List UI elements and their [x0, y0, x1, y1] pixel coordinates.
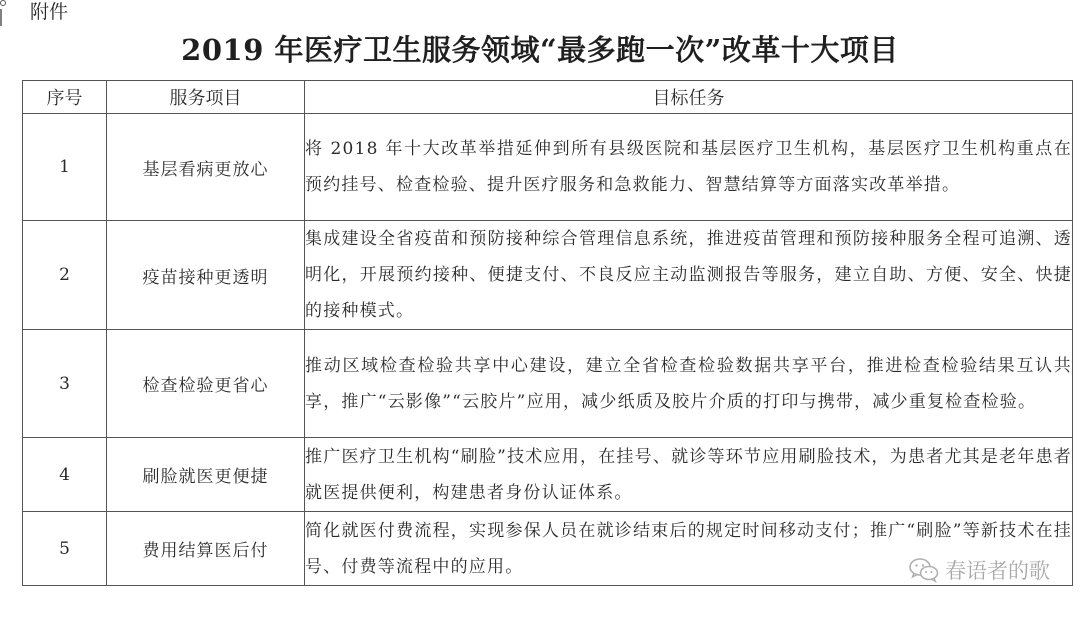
- row-number: 1: [23, 114, 107, 221]
- target-task: 推动区域检查检验共享中心建设，建立全省检查检验数据共享平台，推进检查检验结果互认共享，推广“云影像”“云胶片”应用，减少纸质及胶片介质的打印与携带，减少重复检查检验。: [305, 330, 1073, 438]
- row-number: 2: [23, 221, 107, 330]
- service-item: 疫苗接种更透明: [107, 221, 305, 330]
- service-item: 基层看病更放心: [107, 114, 305, 221]
- target-task: 简化就医付费流程，实现参保人员在就诊结束后的规定时间移动支付；推广“刷脸”等新技术在挂号、付费等流程中的应用。: [305, 512, 1073, 586]
- corner-mark: [0, 0, 8, 26]
- table-row: [23, 438, 1073, 512]
- watermark-text: 春语者的歌: [945, 559, 1050, 583]
- row-number: 3: [23, 330, 107, 438]
- project-table: [22, 80, 1073, 586]
- column-header-service-item: 服务项目: [107, 81, 305, 114]
- table-row: [23, 221, 1073, 330]
- target-task: 集成建设全省疫苗和预防接种综合管理信息系统，推进疫苗管理和预防接种服务全程可追溯、透明化，开展预约接种、便捷支付、不良反应主动监测报告等服务，建立自助、方便、安全、快捷的接种模式。: [305, 221, 1073, 330]
- column-header-target-task: 目标任务: [305, 81, 1073, 114]
- document-title: 2019 年医疗卫生服务领域“最多跑一次”改革十大项目: [181, 33, 899, 67]
- service-item: 检查检验更省心: [107, 330, 305, 438]
- target-task: 推广医疗卫生机构“刷脸”技术应用，在挂号、就诊等环节应用刷脸技术，为患者尤其是老年患者就医提供便利，构建患者身份认证体系。: [305, 438, 1073, 512]
- table-row: [23, 114, 1073, 221]
- project-table-container: [22, 80, 1072, 586]
- row-number: 5: [23, 512, 107, 586]
- watermark: [909, 555, 1050, 585]
- attachment-label: 附件: [30, 1, 69, 23]
- service-item: 刷脸就医更便捷: [107, 438, 305, 512]
- target-task: 将 2018 年十大改革举措延伸到所有县级医院和基层医疗卫生机构，基层医疗卫生机构重点在预约挂号、检查检验、提升医疗服务和急救能力、智慧结算等方面落实改革举措。: [305, 114, 1073, 221]
- table-header-row: [23, 81, 1073, 114]
- column-header-number: 序号: [23, 81, 107, 114]
- table-row: [23, 330, 1073, 438]
- wechat-icon: [909, 557, 939, 583]
- row-number: 4: [23, 438, 107, 512]
- service-item: 费用结算医后付: [107, 512, 305, 586]
